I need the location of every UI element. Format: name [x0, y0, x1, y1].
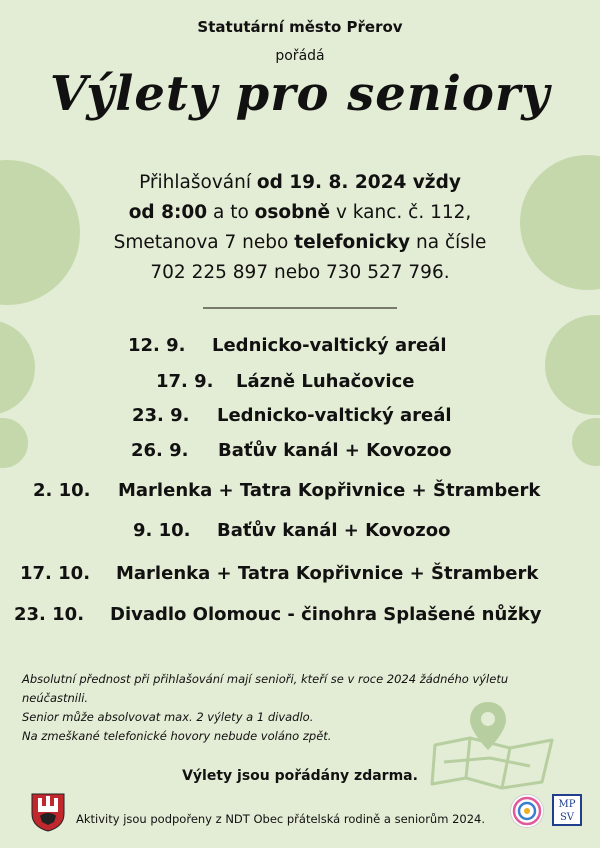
- trip-name: Lázně Luhačovice: [236, 371, 415, 392]
- trip-date: 26. 9.: [131, 440, 189, 461]
- decorative-circle: [545, 315, 600, 415]
- note-calls: Na zmeškané telefonické hovory nebude voláno zpět.: [22, 729, 332, 743]
- registration-time: od 8:00: [128, 202, 208, 223]
- divider: [203, 307, 397, 309]
- registration-phone-label: telefonicky: [294, 232, 411, 253]
- trip-name: Marlenka + Tatra Kopřivnice + Štramberk: [116, 563, 539, 584]
- trip-name: Lednicko-valtický areál: [217, 405, 452, 426]
- trip-name: Marlenka + Tatra Kopřivnice + Štramberk: [118, 480, 541, 501]
- trip-name: Divadlo Olomouc - činohra Splašené nůžky: [110, 604, 542, 625]
- support-note: Aktivity jsou podpořeny z NDT Obec přátelská rodině a seniorům 2024.: [76, 812, 485, 826]
- trip-date: 23. 9.: [132, 405, 190, 426]
- city-coat-of-arms-logo: [30, 792, 66, 832]
- trip-date: 17. 9.: [156, 371, 214, 392]
- notes: [22, 670, 552, 746]
- registration-address: Smetanova 7 nebo: [113, 232, 295, 253]
- decorative-circle: [572, 418, 600, 466]
- note-priority: Absolutní přednost při přihlašování mají senioři, kteří se v roce 2024 žádného výletu neúčastnili.: [22, 672, 509, 705]
- note-limit: Senior může absolvovat max. 2 výlety a 1 divadlo.: [22, 710, 314, 724]
- trip-date: 2. 10.: [33, 480, 91, 501]
- trip-date: 9. 10.: [133, 520, 191, 541]
- trip-date: 12. 9.: [128, 335, 186, 356]
- registration-office: v kanc. č. 112,: [330, 202, 472, 223]
- family-friendly-logo: [510, 794, 544, 828]
- trip-name: Baťův kanál + Kovozoo: [218, 440, 452, 461]
- trip-date: 17. 10.: [20, 563, 91, 584]
- decorative-circle: [0, 320, 35, 415]
- mpsv-logo-text: SV: [559, 812, 575, 823]
- trip-date: 23. 10.: [14, 604, 85, 625]
- registration-info: [0, 168, 600, 288]
- registration-in-person: osobně: [254, 202, 331, 223]
- registration-text: a to: [207, 202, 255, 223]
- registration-text: Přihlašování: [139, 172, 257, 193]
- mpsv-logo: [552, 794, 582, 826]
- organizer-heading: Statutární město Přerov: [197, 18, 403, 36]
- trip-name: Baťův kanál + Kovozoo: [217, 520, 451, 541]
- trip-name: Lednicko-valtický areál: [212, 335, 447, 356]
- registration-date: od 19. 8. 2024 vždy: [256, 172, 461, 193]
- decorative-circle: [0, 418, 28, 468]
- registration-phone-numbers: 702 225 897 nebo 730 527 796.: [150, 262, 450, 283]
- mpsv-logo-text: MP: [558, 799, 576, 810]
- registration-text: na čísle: [410, 232, 487, 253]
- organizes-label: pořádá: [275, 48, 325, 64]
- free-of-charge-note: Výlety jsou pořádány zdarma.: [182, 768, 418, 784]
- page-title: Výlety pro seniory: [49, 66, 551, 122]
